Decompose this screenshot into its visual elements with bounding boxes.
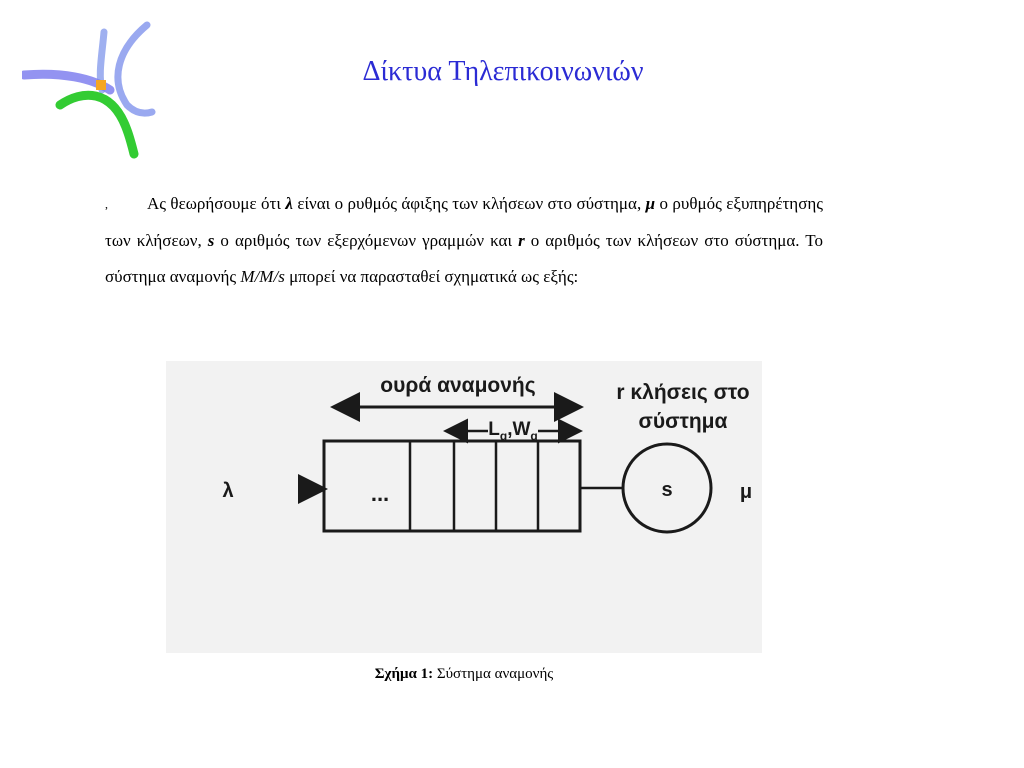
caption-text: Σύστημα αναμονής: [433, 666, 554, 682]
mu-symbol: μ: [645, 194, 656, 213]
text-segment: ο ρυθμός εξυπηρέτησης των κλήσεων,: [105, 194, 823, 250]
logo-icon: [22, 20, 162, 160]
system-label-line1: r κλήσεις στο: [616, 381, 750, 404]
text-segment: μπορεί να παρασταθεί σχηματικά ως εξής:: [284, 267, 579, 286]
lq-wq-label: $L_q,W_q$: [488, 419, 538, 443]
queue-label: ουρά αναμονής: [380, 374, 536, 397]
page-title: Δίκτυα Τηλεπικοινωνιών: [362, 56, 644, 87]
text-segment: Ας θεωρήσουμε ότι: [147, 194, 286, 213]
mms-notation: M/M/s: [240, 267, 285, 286]
system-label-line2: σύστημα: [638, 410, 728, 433]
r-symbol: r: [518, 230, 525, 250]
queue-ellipsis: ...: [370, 481, 390, 506]
arrival-symbol: λ: [222, 480, 234, 502]
queue-diagram: [166, 361, 762, 653]
caption-label: Σχήμα 1:: [374, 666, 434, 682]
s-symbol: s: [207, 230, 215, 250]
server-label: s: [661, 479, 673, 501]
text-segment: είναι ο ρυθμός άφιξης των κλήσεων στο σύστημα,: [292, 194, 646, 213]
text-segment: ο αριθμός των κλήσεων στο σύστημα. Το σύστημα αναμονής: [105, 230, 823, 286]
figure-caption: [0, 666, 928, 683]
queue-buffer: [324, 441, 580, 531]
text-segment: ο αριθμός των εξερχόμενων γραμμών και: [214, 230, 519, 250]
service-symbol: μ: [739, 481, 753, 503]
lambda-symbol: λ: [285, 194, 293, 213]
body-paragraph: [105, 186, 823, 296]
bullet-mark: ,: [105, 197, 108, 211]
